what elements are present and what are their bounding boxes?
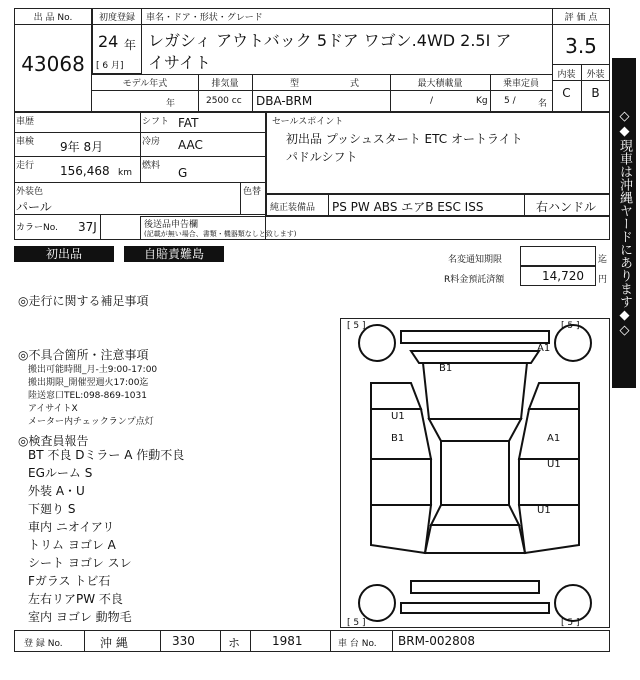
capacity: 5 / <box>504 96 516 106</box>
reg-month: [ 6 月] <box>96 61 124 71</box>
remark-line: 搬出期限_開催翌週火17:00迄 <box>28 378 149 388</box>
handle: 右ハンドル <box>536 200 597 214</box>
grade-label: 評 価 点 <box>564 13 598 23</box>
inspection: 9年 8月 <box>60 140 104 154</box>
displacement-label: 排気量 <box>211 79 239 89</box>
reg-class: 330 <box>172 634 195 648</box>
model-type: DBA-BRM <box>256 94 313 108</box>
remark-line: 車内 ニオイアリ <box>28 520 115 534</box>
equip: PS PW ABS エアB ESC ISS <box>332 200 484 214</box>
damage-mark: U1 <box>391 411 405 422</box>
ac: AAC <box>178 138 203 152</box>
damage-mark: B1 <box>391 433 405 444</box>
fuel-label: 燃料 <box>142 161 161 171</box>
car-name-label: 車名・ドア・形状・グレード <box>146 13 263 23</box>
reg-year: 24 <box>98 32 119 51</box>
recycle-fee: 14,720 <box>542 269 584 283</box>
damage-mark: B1 <box>439 363 453 374</box>
reg-label: 初度登録 <box>98 13 135 23</box>
remark-line: メーター内チェックランプ点灯 <box>28 417 154 427</box>
first-listing-badge: 初出品 <box>14 246 114 262</box>
grade-score: 3.5 <box>565 34 597 58</box>
post-label: 後送品申告欄 <box>144 220 199 230</box>
remark-line: Fガラス トビ石 <box>28 574 111 588</box>
damage-mark: U1 <box>537 505 551 516</box>
corner-label-tr: [ 5 ] <box>561 321 580 331</box>
remark-line: トリム ヨゴレ A <box>28 538 116 552</box>
color-label: 外装色 <box>16 187 44 197</box>
remark-line: 搬出可能時間_月-土9:00-17:00 <box>28 365 158 375</box>
capacity-unit: 名 <box>538 99 548 109</box>
defect-label: ◎不具合箇所・注意事項 <box>18 348 149 362</box>
color-no-label: カラーNo. <box>16 223 58 233</box>
ac-label: 冷房 <box>142 137 161 147</box>
inspection-label: 車検 <box>16 137 35 147</box>
car-name-line1: レガシィ アウトバック 5ドア ワゴン.4WD 2.5I ア <box>148 31 512 50</box>
equip-label: 純正装備品 <box>270 203 316 213</box>
lot-number: 43068 <box>21 52 85 76</box>
shift: FAT <box>178 116 199 130</box>
remark-line: 室内 ヨゴレ 動物毛 <box>28 610 132 624</box>
reg-year-unit: 年 <box>124 38 137 52</box>
lot-label: 出 品 No. <box>33 13 73 23</box>
driving-label: ◎走行に関する補足事項 <box>18 294 149 308</box>
corner-label-br: [ 5 ] <box>561 618 580 627</box>
recycle-label: R料金預託済額 <box>444 275 505 285</box>
history-label: 車歴 <box>16 117 35 127</box>
remark-line: シート ヨゴレ スレ <box>28 556 132 570</box>
damage-diagram <box>340 318 610 628</box>
corner-label-tl: [ 5 ] <box>347 321 366 331</box>
model-year-label: モデル年式 <box>122 79 168 89</box>
type-label2: 式 <box>350 79 360 89</box>
chassis-label: 車 台 No. <box>338 639 377 649</box>
corner-label-bl: [ 5 ] <box>347 618 366 627</box>
load-unit: Kg <box>476 96 488 106</box>
reg-number: 1981 <box>272 634 303 648</box>
remark-line: 左右リアPW 不良 <box>28 592 123 606</box>
post-note: (記載が無い場合、書類・機器類なしと致します) <box>144 230 297 238</box>
chassis-number: BRM-002808 <box>398 634 476 648</box>
remark-line: 陸送窓口TEL:098-869-1031 <box>28 391 147 401</box>
recycle-unit: 円 <box>598 275 608 285</box>
meter-unit: 迄 <box>598 255 608 265</box>
remark-line: BT 不良 Dミラー A 作動不良 <box>28 448 185 462</box>
type-label: 型 <box>290 79 300 89</box>
reg-area: 沖 縄 <box>100 636 128 650</box>
sales-label: セールスポイント <box>272 117 344 127</box>
remark-line: EGルーム S <box>28 466 93 480</box>
exterior-grade: B <box>591 86 600 100</box>
damage-mark: A1 <box>547 433 561 444</box>
remark-line: アイサイトX <box>28 404 78 414</box>
car-name-line2: イサイト <box>148 53 211 72</box>
mileage-unit: km <box>118 168 132 178</box>
interior-label: 内装 <box>557 70 576 80</box>
damage-mark: U1 <box>547 459 561 470</box>
mileage: 156,468 <box>60 164 110 178</box>
side-banner-text: ◇◆現車は沖縄ヤードにあります◆◇ <box>617 108 632 338</box>
color: パール <box>16 200 52 214</box>
color-no: 37J <box>78 220 97 234</box>
load-value: / <box>430 96 434 106</box>
damage-mark: A1 <box>537 343 551 354</box>
reg-kana: ホ <box>228 636 241 650</box>
insurance-badge: 自賠責難島 <box>124 246 224 262</box>
sales-line1: 初出品 プッシュスタート ETC オートライト <box>286 132 523 146</box>
interior-grade: C <box>562 86 571 100</box>
mileage-label: 走行 <box>16 161 35 171</box>
load-label: 最大積載量 <box>417 79 463 89</box>
remark-line: 外装 A・U <box>28 484 85 498</box>
color-change-label: 色替 <box>243 187 262 197</box>
shift-label: シフト <box>142 117 170 127</box>
remark-line: 下廻り S <box>28 502 76 516</box>
reg-no-label: 登 録 No. <box>24 639 63 649</box>
displacement: 2500 cc <box>206 96 242 106</box>
sales-line2: パドルシフト <box>286 150 358 164</box>
fuel: G <box>178 166 188 180</box>
exterior-label: 外装 <box>586 70 605 80</box>
capacity-label: 乗車定員 <box>502 79 539 89</box>
car-outline-diagram <box>341 319 609 627</box>
meter-label: 名変通知期限 <box>448 255 503 265</box>
inspector-label: ◎検査員報告 <box>18 434 89 448</box>
model-year-unit: 年 <box>166 99 176 109</box>
